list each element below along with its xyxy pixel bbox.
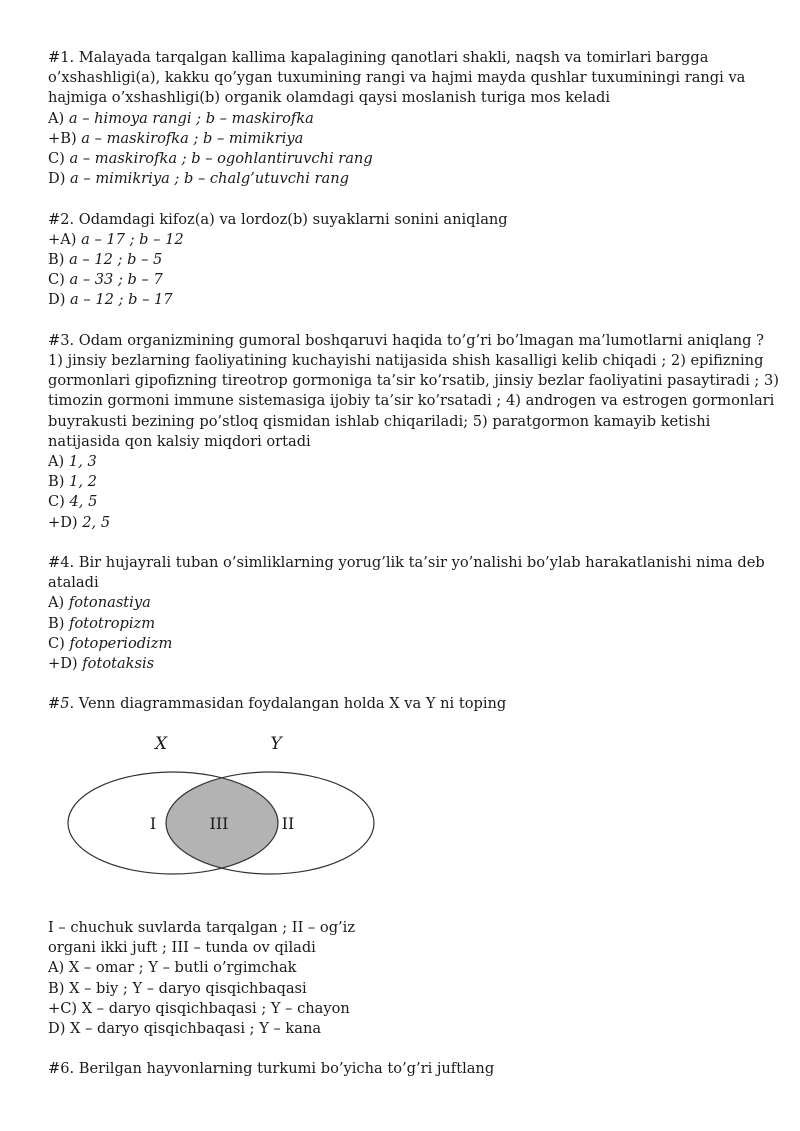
option-key: B) xyxy=(48,979,70,997)
question-4-option-a xyxy=(48,593,760,613)
question-3-option-a xyxy=(48,452,760,472)
option-key: A) xyxy=(48,594,69,612)
option-key: C) xyxy=(48,150,70,168)
option-key: C) xyxy=(48,271,70,289)
venn-overlap-region xyxy=(166,772,374,874)
question-5-option-b xyxy=(48,979,760,999)
venn-region-1-label: I xyxy=(149,814,157,833)
option-key: A) xyxy=(48,453,69,471)
option-text: a – 12 ; b – 5 xyxy=(69,251,163,269)
question-5-prompt: Venn diagrammasidan foydalangan holda X va Y ni toping xyxy=(74,695,507,713)
option-text: a – himoya rangi ; b – maskirofka xyxy=(68,109,314,127)
venn-set-y-label: Y xyxy=(270,734,282,754)
venn-region-2-label: II xyxy=(281,814,295,833)
question-4-text-line-1: #4. Bir hujayrali tuban o’simliklarning yorug’lik ta’sir yo’nalishi bo’ylab harakatlanishi nima deb xyxy=(48,554,765,572)
option-text: X – biy ; Y – daryo qisqichbaqasi xyxy=(69,979,307,997)
option-text: X – daryo qisqichbaqasi ; Y – chayon xyxy=(81,999,350,1017)
spacer xyxy=(48,189,760,209)
question-5-option-a xyxy=(48,958,760,978)
question-6-text: #6. Berilgan hayvonlarning turkumi bo’yicha to’g’ri juftlang xyxy=(48,1060,495,1077)
question-3 xyxy=(48,331,779,533)
option-key: +C) xyxy=(48,999,82,1017)
question-2 xyxy=(48,210,760,311)
question-3-text-line-1: #3. Odam organizmining gumoral boshqaruvi haqida to’g’ri bo’lmagan ma’lumotlarni aniqlang ? xyxy=(48,331,764,349)
option-key: +D) xyxy=(48,655,83,673)
option-key: B) xyxy=(48,614,70,632)
question-4-option-d xyxy=(48,654,760,674)
question-3-text-line-3: gormonlari gipofizning tireotrop gormoniga ta’sir ko’rsatib, jinsiy bezlar faoliyatini pasaytiradi ; 3) xyxy=(48,372,779,390)
venn-region-3-label: III xyxy=(209,814,229,833)
venn-diagram xyxy=(60,726,380,876)
option-text: fotoperiodizm xyxy=(69,634,173,652)
question-2-option-c xyxy=(48,270,760,290)
question-1-option-a xyxy=(48,109,760,129)
question-1 xyxy=(48,48,760,189)
question-4 xyxy=(48,553,765,674)
option-key: D) xyxy=(48,1020,71,1038)
question-4-option-c xyxy=(48,634,760,654)
question-5-legend-line-2: organi ikki juft ; III – tunda ov qiladi xyxy=(48,939,316,957)
option-text: a – maskirofka ; b – mimikriya xyxy=(81,129,304,147)
option-text: 4, 5 xyxy=(69,493,98,511)
spacer xyxy=(48,311,760,331)
option-key: B) xyxy=(48,473,70,491)
question-5-legend-line-1: I – chuchuk suvlarda tarqalgan ; II – og’iz xyxy=(48,919,356,936)
question-1-text-line-1: #1. Malayada tarqalgan kallima kapalagining qanotlari shakli, naqsh va tomirlari bargga xyxy=(48,49,709,66)
option-key: +D) xyxy=(48,513,83,531)
question-2-option-a xyxy=(48,230,760,250)
spacer xyxy=(48,533,760,553)
question-5-number: #5. xyxy=(48,695,75,713)
option-text: fototaksis xyxy=(82,655,155,673)
question-1-text-line-2: o’xshashligi(a), kakku qo’ygan tuxumining rangi va hajmi mayda qushlar tuxuminingi rangi va xyxy=(48,69,746,87)
question-3-option-d xyxy=(48,513,760,533)
option-key: B) xyxy=(48,251,70,269)
option-text: a – maskirofka ; b – ogohlantiruvchi rang xyxy=(69,150,373,168)
question-1-text-line-3: hajmiga o’xshashligi(b) organik olamdagi qaysi moslanish turiga mos keladi xyxy=(48,89,611,107)
question-3-option-b xyxy=(48,472,760,492)
question-2-option-b xyxy=(48,250,760,270)
option-text: a – 12 ; b – 17 xyxy=(70,291,173,309)
option-text: 1, 2 xyxy=(69,473,97,491)
option-key: D) xyxy=(48,170,71,188)
question-4-text-line-2: ataladi xyxy=(48,574,99,592)
option-key: +A) xyxy=(48,230,82,248)
question-5-text xyxy=(48,694,760,714)
option-key: C) xyxy=(48,634,70,652)
question-1-option-d xyxy=(48,169,760,189)
option-text: 2, 5 xyxy=(82,513,111,531)
question-3-text-line-5: buyrakusti bezining po’stloq qismidan ishlab chiqariladi; 5) paratgormon kamayib ketishi xyxy=(48,412,711,430)
question-2-text: #2. Odamdagi kifoz(a) va lordoz(b) suyaklarni sonini aniqlang xyxy=(48,210,508,228)
option-text: a – mimikriya ; b – chalg’utuvchi rang xyxy=(70,170,350,188)
option-key: A) xyxy=(48,959,69,977)
question-3-option-c xyxy=(48,492,760,512)
question-4-option-b xyxy=(48,614,760,634)
option-text: fototropizm xyxy=(69,614,156,632)
question-1-option-b xyxy=(48,129,760,149)
option-key: D) xyxy=(48,291,71,309)
question-5-option-d xyxy=(48,1019,760,1039)
option-text: a – 17 ; b – 12 xyxy=(81,230,184,248)
option-key: C) xyxy=(48,493,70,511)
option-text: X – omar ; Y – butli o’rgimchak xyxy=(68,959,297,977)
question-3-text-line-4: timozin gormoni immune sistemasiga ijobiy ta’sir ko’rsatadi ; 4) androgen va estrogen gormonlari xyxy=(48,392,775,410)
question-1-option-c xyxy=(48,149,760,169)
question-3-text-line-2: 1) jinsiy bezlarning faoliyatining kuchayishi natijasida shish kasalligi kelib chiqadi ; 2) epifizning xyxy=(48,352,764,370)
option-key: +B) xyxy=(48,129,82,147)
option-key: A) xyxy=(48,109,69,127)
option-text: 1, 3 xyxy=(68,453,97,471)
question-2-option-d xyxy=(48,290,760,310)
question-5-option-c xyxy=(48,999,760,1019)
option-text: X – daryo qisqichbaqasi ; Y – kana xyxy=(70,1020,322,1038)
venn-set-x-label: X xyxy=(154,734,168,754)
option-text: fotonastiya xyxy=(68,594,151,612)
spacer xyxy=(48,674,760,694)
option-text: a – 33 ; b – 7 xyxy=(69,271,163,289)
question-3-text-line-6: natijasida qon kalsiy miqdori ortadi xyxy=(48,432,311,450)
question-5-details xyxy=(48,918,760,1039)
test-page xyxy=(48,48,779,715)
